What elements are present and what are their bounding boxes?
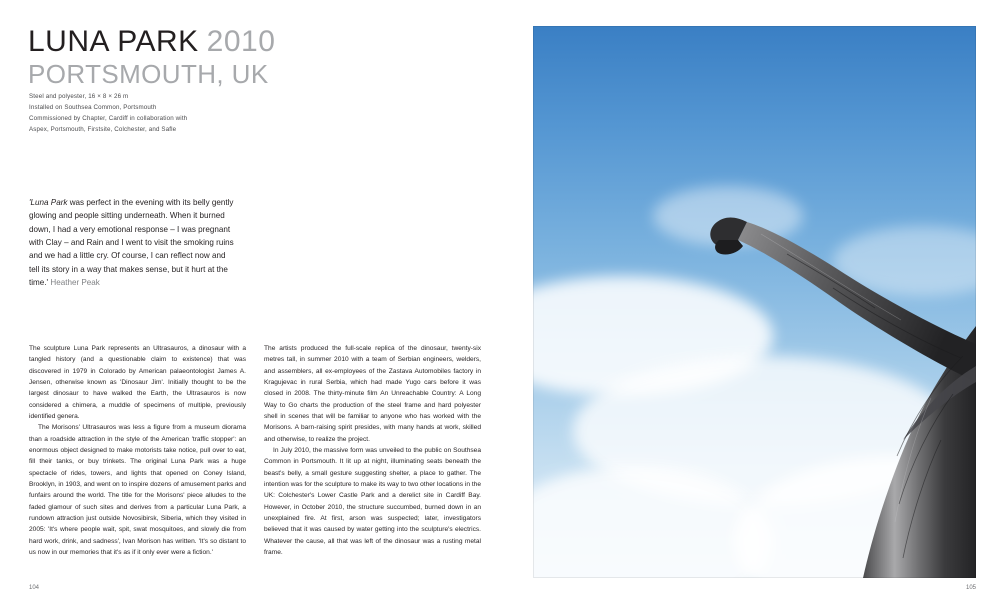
- page-number-left: 104: [29, 585, 40, 591]
- pull-quote: [29, 196, 234, 289]
- title-line-main: [28, 26, 458, 58]
- body-columns: [29, 343, 481, 558]
- dinosaur-sculpture-silhouette: [533, 26, 976, 578]
- pull-quote-attribution: Heather Peak: [48, 278, 100, 288]
- pull-quote-italic: 'Luna Park: [29, 198, 68, 207]
- paragraph: The sculpture Luna Park represents an Ultrasauros, a dinosaur with a tangled history (and a questionable claim to existence) that was discovered in 1979 in Colorado by American palaeontologist James A. Jensen, otherwise known as 'Dinosaur Jim'. Initially thought to be the largest dinosaur to have walked the Earth, the Ultrasauros is now considered a chimera, a muddle of specimens of multiple, previously identified genera.: [29, 345, 246, 420]
- pull-quote-text: was perfect in the evening with its belly gently glowing and people sitting underneath. When it burned down, I had a very emotional response – I was pregnant with Clay – and Rain and I went to visit the smoking ruins and we had a little cry. Of course, I can reflect now and tell its story in a way that makes sense, but it hurt at the time.': [29, 198, 234, 288]
- right-page: [500, 0, 1000, 608]
- paragraph: In July 2010, the massive form was unveiled to the public on Southsea Common in Portsmouth. It lit up at night, illuminating seats beneath the beast's belly, a small gesture suggesting shelter, a place to gather. The intention was for the sculpture to make its way to two other locations in the UK: Colchester's Lower Castle Park and a derelict site in Cardiff Bay. However, in October 2010, the structure succumbed, burned down in an unexplained fire. At first, arson was suspected; later, investigators believed that it was caused by water getting into the sculpture's electrics. Whatever the cause, all that was left of the dinosaur was a rusting metal frame.: [264, 446, 481, 556]
- page-number-right: 105: [965, 585, 976, 591]
- caption-line: Commissioned by Chapter, Cardiff in collaboration with: [29, 114, 188, 122]
- artwork-year: 2010: [206, 25, 276, 58]
- paragraph: The artists produced the full-scale replica of the dinosaur, twenty-six metres tall, in summer 2010 with a team of Serbian engineers, welders, and assemblers, all ex-employees of the Zastava Automobiles factory in Kragujevac in rural Serbia, which had made Yugo cars before it was closed in 2008. The thirty-minute film An Unreachable Country: A Long Way to Go charts the production of the steel frame and hard polyester shell in scenes that will be familiar to anyone who has worked with the Morisons. A barn-raising spirit presides, with many hands at work, skilled and otherwise, to realize the project.: [264, 345, 481, 443]
- caption-line: Aspex, Portsmouth, Firstsite, Colchester, and Safle: [29, 125, 177, 133]
- artwork-location: PORTSMOUTH, UK: [28, 58, 269, 89]
- artwork-caption: [29, 92, 289, 135]
- paragraph: The Morisons' Ultrasauros was less a figure from a museum diorama than a roadside attraction in the style of the American 'traffic stopper': an enormous object designed to make motorists take notice, pull over to eat, fill their tanks, or buy trinkets. The original Luna Park was a huge spectacle of rides, towers, and lights that opened on Coney Island, Brooklyn, in 1903, and went on to inspire dozens of amusement parks and funfairs around the world. The title for the Morisons' piece alludes to the faded glamour of such sites and derives from a particular Luna Park, a rundown attraction just outside Novosibirsk, Siberia, which they visited in 2005: 'It's where people wait, spit, swat mosquitoes, and slowly die from hard work, drink, and sadness', Ivan Morison has written. 'It's so distant to us now in our memories that it's as if it only ever were a fiction.': [29, 424, 246, 556]
- caption-line: Installed on Southsea Common, Portsmouth: [29, 103, 157, 111]
- caption-line: Steel and polyester, 16 × 8 × 26 m: [29, 93, 129, 100]
- body-column-right: [264, 343, 481, 558]
- body-column-left: [29, 343, 246, 558]
- luna-park-sculpture-photograph: [533, 26, 976, 578]
- page-title: [28, 26, 458, 89]
- artwork-title: LUNA PARK: [28, 25, 199, 58]
